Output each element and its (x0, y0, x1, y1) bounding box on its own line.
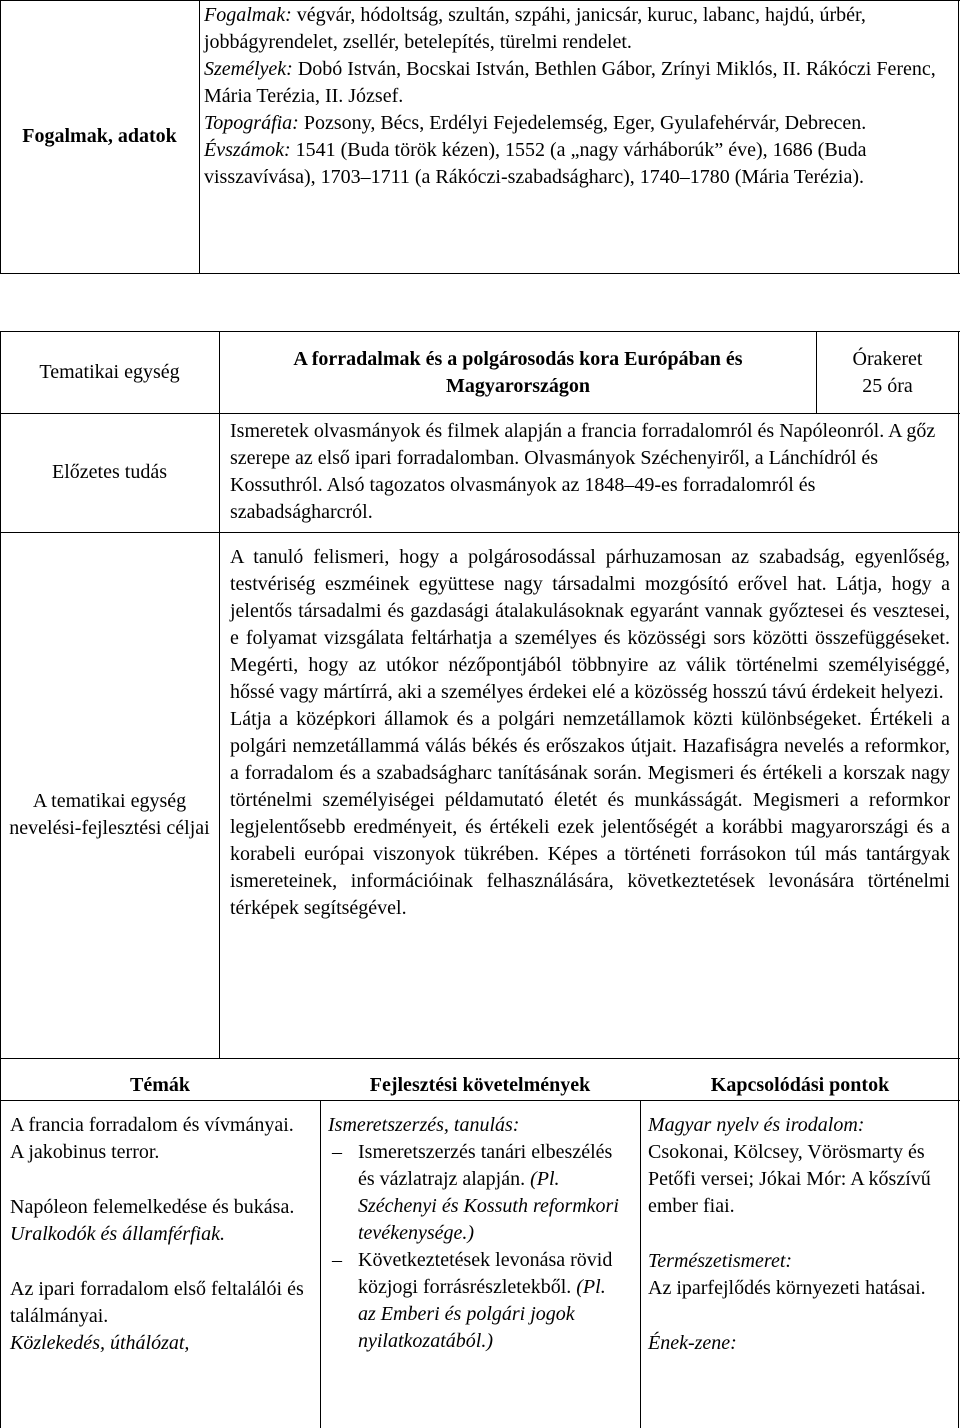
celok-label: A tematikai egység nevelési-fejlesztési céljai (9, 790, 210, 839)
temak-item-2: Napóleon felemelkedése és bukása. (10, 1196, 295, 1218)
dash-bullet: – (332, 1141, 342, 1163)
fejlesztesi-item-1-text: Ismeretszerzés tanári elbeszélés és vázlatrajz alapján. (358, 1141, 613, 1190)
temak-column (10, 1112, 310, 1357)
orakeret-value: 25 óra (862, 375, 913, 397)
orakeret-label: Órakeret (852, 348, 923, 370)
szemelyek-line (204, 56, 954, 110)
termeszet-text: Az iparfejlődés környezeti hatásai. (648, 1277, 926, 1299)
termeszet-label: Természetismeret: (648, 1250, 793, 1272)
magyar-label: Magyar nyelv és irodalom: (648, 1114, 865, 1136)
unit-title: A forradalmak és a polgárosodás kora Európában és Magyarországon (293, 348, 743, 397)
label-column-divider (219, 331, 220, 1059)
fejlesztesi-column (328, 1112, 624, 1355)
szemelyek-label: Személyek: (204, 58, 293, 80)
szemelyek-text: Dobó István, Bocskai István, Bethlen Gábor, Zrínyi Miklós, II. Rákóczi Ferenc, Mária Terézia, II. József. (204, 58, 936, 107)
enek-label: Ének-zene: (648, 1332, 737, 1354)
fejlesztesi-item-2-italic: (Pl. az Emberi és polgári jogok nyilatkozatából.) (358, 1276, 606, 1352)
fejlesztesi-item-2 (328, 1247, 624, 1355)
fejlesztesi-header: Fejlesztési követelmények (369, 1073, 591, 1096)
magyar-text: Csokonai, Kölcsey, Vörösmarty és Petőfi versei; Jókai Mór: A kőszívű ember fiai. (648, 1141, 931, 1217)
fogalmak-line (204, 2, 954, 56)
fogalmak-text: végvár, hódoltság, szultán, szpáhi, janicsár, kuruc, labanc, hajdú, úrbér, jobbágyrendelet, zsellér, betelepítés, türelmi rendelet. (204, 4, 866, 53)
topografia-line (204, 110, 954, 137)
kapcsolodasi-header: Kapcsolódási pontok (710, 1073, 890, 1096)
elozetes-tudas-text: Ismeretek olvasmányok és filmek alapján a francia forradalomról és Napóleonról. A gőz szerepe az első ipari forradalomban. Olvasmányok Széchenyiről, a Lánchídról és Kossuthról. Alsó tagozatos olvasmányok az 1848–49-es forradalomról és szabadságharcról. (230, 420, 936, 523)
temak-item-2-italic: Uralkodók és államférfiak. (10, 1223, 225, 1245)
column-header-divider (0, 1100, 960, 1101)
fejlesztesi-item-1 (328, 1139, 624, 1247)
temak-item-3-italic: Közlekedés, úthálózat, (10, 1332, 190, 1354)
fejlesztesi-item-2-text: Következtetések levonása rövid közjogi forrásrészletekből. (358, 1249, 613, 1298)
topografia-label: Topográfia: (204, 112, 299, 134)
fejlesztesi-item-1-italic: (Pl. Széchenyi és Kossuth reformkori tevékenysége.) (358, 1168, 619, 1244)
unit-table-border-right (958, 331, 959, 1428)
temak-item-3: Az ipari forradalom első feltalálói és találmányai. (10, 1278, 304, 1327)
fejlesztesi-column-divider (640, 1100, 641, 1428)
evszamok-label: Évszámok: (204, 139, 291, 161)
top-table-border-bottom (0, 273, 960, 274)
dash-bullet: – (332, 1249, 342, 1271)
celok-text (230, 544, 950, 922)
temak-header: Témák (130, 1073, 190, 1096)
top-table-border-right (958, 0, 959, 274)
top-table-divider (199, 0, 200, 274)
celok-divider (0, 1058, 960, 1059)
evszamok-text: 1541 (Buda török kézen), 1552 (a „nagy várháborúk” éve), 1686 (Buda visszavívása), 1703–1711 (a Rákóczi-szabadságharc), 1740–1780 (Mária Terézia). (204, 139, 867, 188)
celok-paragraph-1: A tanuló felismeri, hogy a polgárosodással párhuzamosan az szabadság, egyenlőség, testvériség eszméinek együttese nagy társadalmi mozgósító erővel hat. Látja, hogy a jelentős társadalmi és gazdasági átalakulásoknak egyaránt vannak győztesei és vesztesei, e folyamat vizsgálata feltárhatja a személyes és közösségi sors közötti összefüggéseket. Megérti, hogy az utókor nézőpontjából többnyire az válik történelmi személyiséggé, hőssé vagy mártírrá, aki a személyes érdekei elé a közösség hosszú távú érdekeit helyezi. (230, 546, 950, 703)
evszamok-line (204, 137, 954, 191)
orakeret-cell (817, 338, 958, 408)
fogalmak-adatok-content (204, 2, 954, 191)
elozetes-tudas-label: Előzetes tudás (52, 461, 167, 483)
celok-paragraph-2: Látja a középkori államok és a polgári nemzetállamok közti különbségeket. Értékeli a polgári nemzetállammá válás békés és erőszakos útjait. Hazafiságra nevelés a reformkor, a forradalom és a szabadságharc tanításának során. Megismeri és értékeli a korszak nagy történelmi személyiségei példamutató életét és munkásságát. Megismeri a reformkor legjelentősebb eredményeit, és értékeli ezek jelentőségét a korábbi magyarországi és a korabeli európai viszonyok tükrében. Képes a történeti forrásokon túl más tantárgyak ismereteinek, információinak felhasználására, következtetések levonására történelmi térképek segítségével. (230, 708, 950, 919)
tematikai-egyseg-label: Tematikai egység (39, 360, 180, 383)
topografia-text: Pozsony, Bécs, Erdélyi Fejedelemség, Eger, Gyulafehérvár, Debrecen. (298, 112, 867, 134)
temak-column-divider (320, 1100, 321, 1428)
temak-item-1: A francia forradalom és vívmányai. A jakobinus terror. (10, 1114, 294, 1163)
fejlesztesi-heading: Ismeretszerzés, tanulás: (328, 1114, 520, 1136)
fogalmak-adatok-label: Fogalmak, adatok (22, 125, 177, 147)
kapcsolodasi-column (648, 1112, 948, 1357)
fogalmak-label: Fogalmak: (204, 4, 292, 26)
